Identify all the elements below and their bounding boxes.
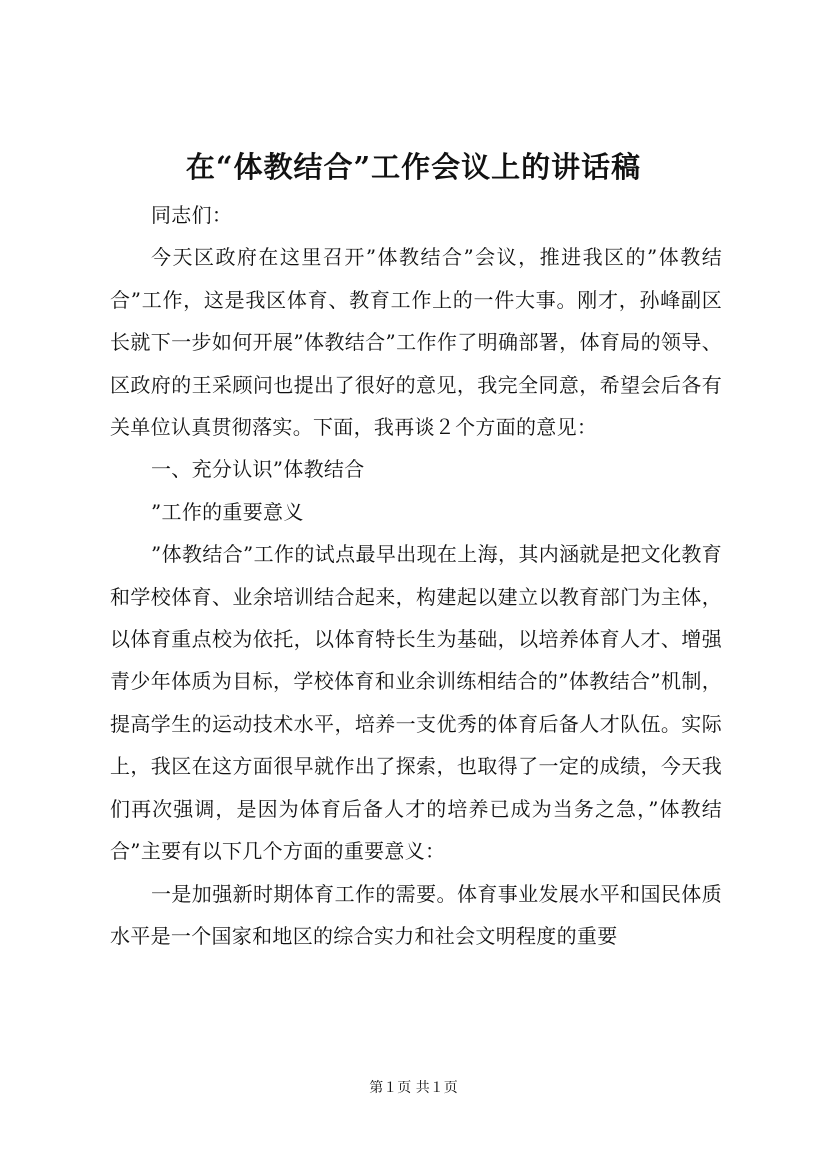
document-body (110, 194, 722, 957)
point-one-paragraph: 一是加强新时期体育工作的需要。体育事业发展水平和国民体质水平是一个国家和地区的综合实力和社会文明程度的重要 (110, 881, 722, 948)
significance-paragraph: ”体教结合”工作的试点最早出现在上海，其内涵就是把文化教育和学校体育、业余培训结合起来，构建起以建立以教育部门为主体，以体育重点校为依托，以体育特长生为基础，以培养体育人才、增强青少年体质为目标，学校体育和业余训练相结合的”体教结合”机制，提高学生的运动技术水平，培养一支优秀的体育后备人才队伍。实际上，我区在这方面很早就作出了探索，也取得了一定的成绩，今天我们再次强调，是因为体育后备人才的培养已成为当务之急，”体教结合”主要有以下几个方面的重要意义： (110, 542, 722, 864)
section-heading: 一、充分认识”体教结合 (151, 457, 365, 482)
section-heading-continuation: ”工作的重要意义 (151, 499, 304, 524)
page-title: 在“体教结合”工作会议上的讲话稿 (185, 150, 642, 184)
salutation-paragraph: 同志们： (151, 203, 233, 227)
intro-paragraph: 今天区政府在这里召开”体教结合”会议，推进我区的”体教结合”工作，这是我区体育、教育工作上的一件大事。刚才，孙峰副区长就下一步如何开展”体教结合”工作作了明确部署，体育局的领导、区政府的王采顾问也提出了很好的意见，我完全同意，希望会后各有关单位认真贯彻落实。下面，我再谈２个方面的意见： (110, 245, 722, 440)
page-footer: 第１页 共１页 (369, 1080, 458, 1096)
